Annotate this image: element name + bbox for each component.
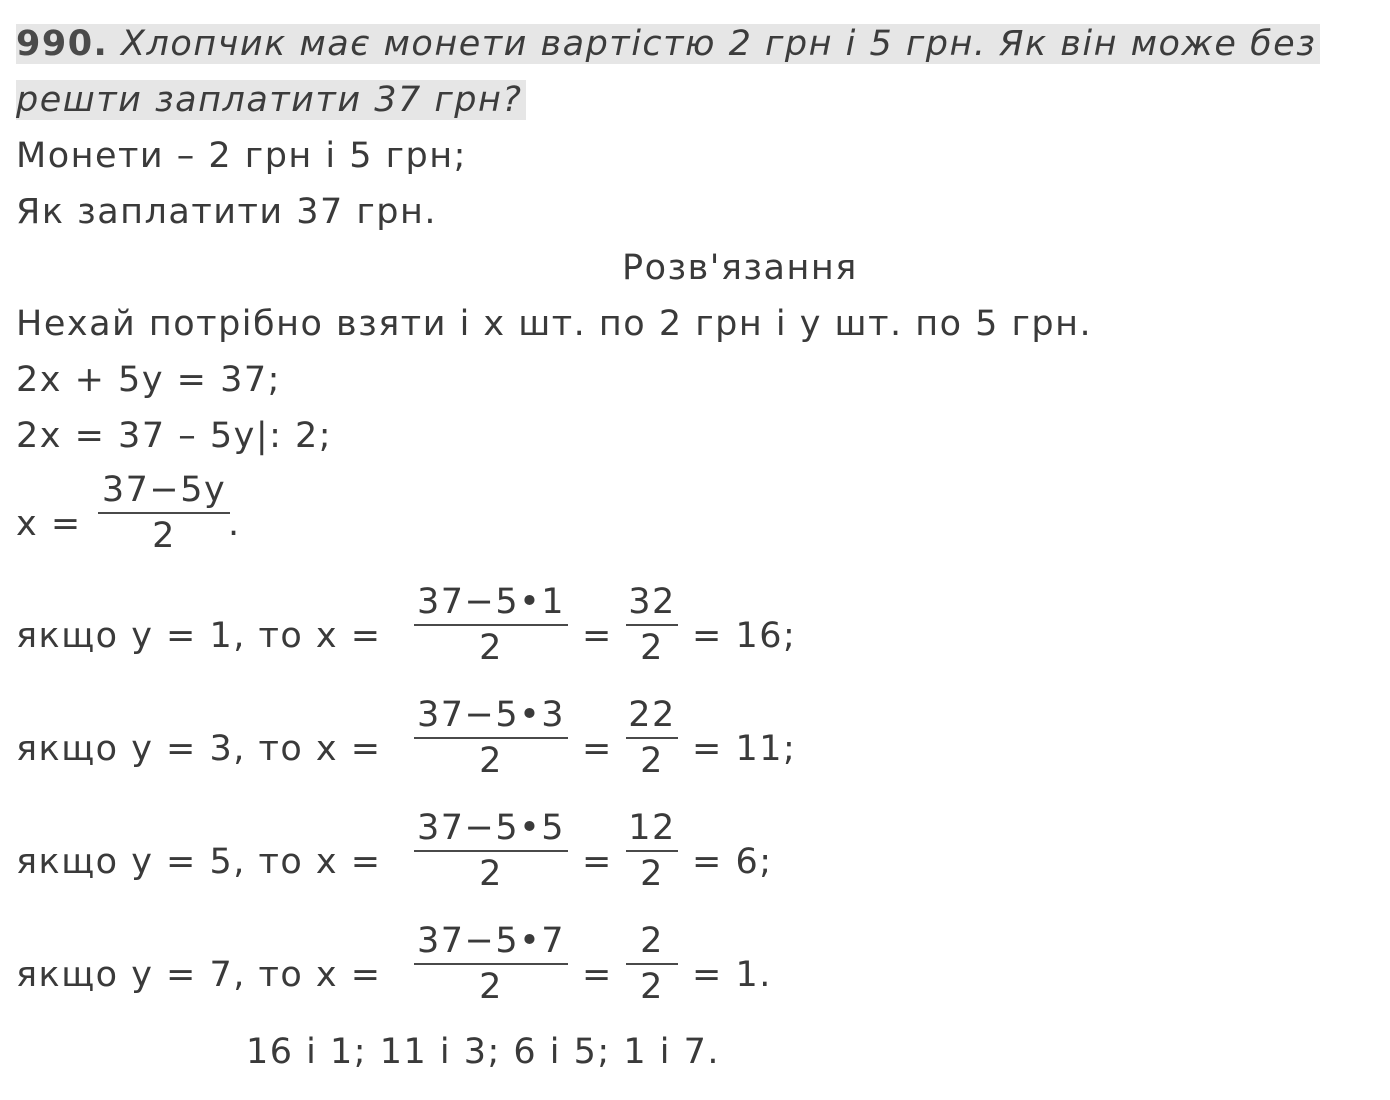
task-number: 990. (16, 24, 109, 64)
given-line-2: Як заплатити 37 грн. (16, 192, 438, 232)
fraction-denominator: 2 (479, 628, 503, 668)
fraction-numerator: 37−5•5 (416, 808, 566, 848)
case-fraction-1 (414, 919, 568, 1009)
case-result: = 1. (692, 955, 772, 995)
case-fraction-2 (626, 580, 678, 670)
answer: 16 і 1; 11 і 3; 6 і 5; 1 і 7. (246, 1032, 720, 1072)
case-fraction-1 (414, 580, 568, 670)
fraction-numerator: 37−5y (101, 470, 227, 510)
fraction-denominator: 2 (479, 854, 503, 894)
solution-heading: Розв'язання (622, 248, 858, 288)
task-line-2 (16, 78, 526, 122)
equation-3-end: . (228, 504, 241, 544)
task-text-line-1: Хлопчик має монети вартістю 2 грн і 5 грн. Як він може без (121, 24, 1317, 64)
case-fraction-2 (626, 693, 678, 783)
case-equals: = (582, 729, 613, 769)
fraction-denominator: 2 (640, 628, 664, 668)
fraction-numerator: 37−5•1 (416, 582, 566, 622)
case-result: = 11; (692, 729, 797, 769)
fraction-numerator: 2 (640, 921, 664, 961)
fraction-numerator: 32 (628, 582, 676, 622)
fraction-denominator: 2 (640, 741, 664, 781)
case-lhs: якщо y = 1, то x = (16, 616, 382, 656)
case-fraction-1 (414, 693, 568, 783)
task-line-1 (16, 22, 1320, 66)
case-fraction-2 (626, 919, 678, 1009)
fraction-denominator: 2 (479, 741, 503, 781)
given-line-1: Монети – 2 грн і 5 грн; (16, 136, 467, 176)
equation-2: 2x = 37 – 5y|: 2; (16, 416, 333, 456)
equation-1: 2x + 5y = 37; (16, 360, 281, 400)
case-equals: = (582, 842, 613, 882)
fraction-numerator: 37−5•3 (416, 695, 566, 735)
fraction-denominator: 2 (640, 854, 664, 894)
fraction-numerator: 37−5•7 (416, 921, 566, 961)
case-result: = 16; (692, 616, 797, 656)
fraction-denominator: 2 (640, 967, 664, 1007)
fraction-numerator: 12 (628, 808, 676, 848)
case-lhs: якщо y = 5, то x = (16, 842, 382, 882)
case-lhs: якщо y = 7, то x = (16, 955, 382, 995)
case-result: = 6; (692, 842, 773, 882)
case-equals: = (582, 955, 613, 995)
solution-intro: Нехай потрібно взяти і x шт. по 2 грн і y шт. по 5 грн. (16, 304, 1093, 344)
fraction-denominator: 2 (152, 516, 176, 556)
fraction-denominator: 2 (479, 967, 503, 1007)
task-text-line-2: решти заплатити 37 грн? (16, 80, 526, 120)
equation-3-lhs: x = (16, 504, 82, 544)
case-equals: = (582, 616, 613, 656)
case-fraction-1 (414, 806, 568, 896)
fraction-numerator: 22 (628, 695, 676, 735)
case-lhs: якщо y = 3, то x = (16, 729, 382, 769)
equation-3-fraction (98, 468, 230, 558)
case-fraction-2 (626, 806, 678, 896)
